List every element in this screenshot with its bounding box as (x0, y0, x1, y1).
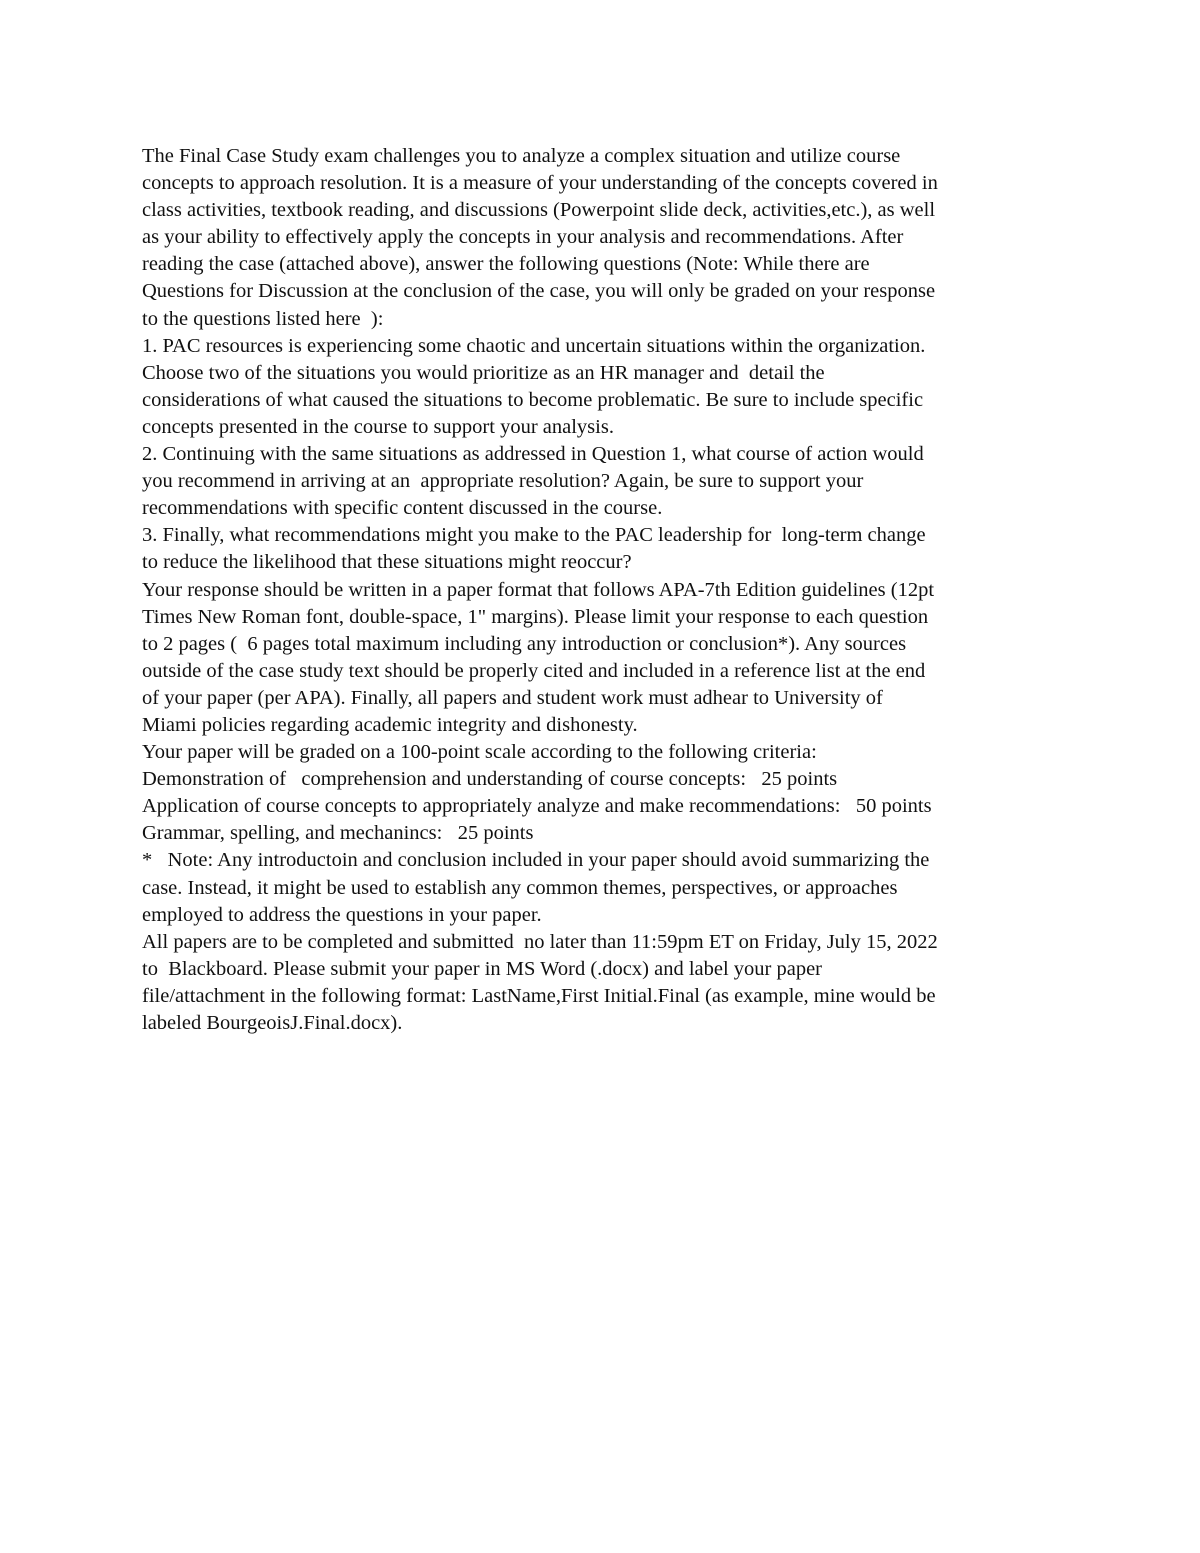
format-instructions-line: Your response should be written in a paper format that follows APA-7th Edition guidelines (12pt (142, 578, 935, 601)
submission-line: All papers are to be completed and submitted no later than 11:59pm ET on Friday, July 15, 2022 (142, 930, 938, 953)
text-line: file/attachment in the following format: LastName,First Initial.Final (as example, mine would be (142, 984, 936, 1007)
text-line: Times New Roman font, double-space, 1" margins). Please limit your response to each question (142, 605, 929, 628)
text-line: concepts presented in the course to support your analysis. (142, 415, 614, 438)
grading-criterion-line: Application of course concepts to appropriately analyze and make recommendations: 50 points (142, 795, 932, 818)
note-line: * Note: Any introductoin and conclusion included in your paper should avoid summarizing the (142, 849, 930, 872)
grading-criterion-line: Demonstration of comprehension and understanding of course concepts: 25 points (142, 768, 838, 791)
text-line: case. Instead, it might be used to establish any common themes, perspectives, or approaches (142, 876, 898, 899)
question-2-line: 2. Continuing with the same situations as addressed in Question 1, what course of action would (142, 443, 924, 466)
text-line: of your paper (per APA). Finally, all papers and student work must adhear to University of (142, 686, 883, 709)
text-line: employed to address the questions in your paper. (142, 903, 542, 926)
text-line: to the questions listed here ): (142, 307, 384, 330)
text-line: as your ability to effectively apply the concepts in your analysis and recommendations. After (142, 226, 904, 249)
text-line: to Blackboard. Please submit your paper in MS Word (.docx) and label your paper (142, 957, 823, 980)
text-line: outside of the case study text should be properly cited and included in a reference list at the end (142, 659, 926, 682)
text-line: reading the case (attached above), answer the following questions (Note: While there are (142, 253, 870, 276)
document-body (142, 143, 1072, 1037)
text-line: recommendations with specific content discussed in the course. (142, 497, 663, 520)
text-line: to reduce the likelihood that these situations might reoccur? (142, 551, 632, 574)
text-line: concepts to approach resolution. It is a measure of your understanding of the concepts covered in (142, 172, 938, 195)
grading-criterion-line: Grammar, spelling, and mechanincs: 25 points (142, 822, 534, 845)
text-line: Questions for Discussion at the conclusion of the case, you will only be graded on your response (142, 280, 936, 303)
text-line: The Final Case Study exam challenges you to analyze a complex situation and utilize course (142, 145, 901, 167)
question-3-line: 3. Finally, what recommendations might you make to the PAC leadership for long-term change (142, 524, 926, 547)
text-line: you recommend in arriving at an appropriate resolution? Again, be sure to support your (142, 470, 864, 493)
text-line: considerations of what caused the situations to become problematic. Be sure to include specific (142, 388, 924, 411)
text-line: Choose two of the situations you would prioritize as an HR manager and detail the (142, 361, 825, 384)
text-line: class activities, textbook reading, and discussions (Powerpoint slide deck, activities,etc.), as well (142, 199, 936, 222)
text-line: Miami policies regarding academic integrity and dishonesty. (142, 713, 638, 736)
question-1-line: 1. PAC resources is experiencing some chaotic and uncertain situations within the organization. (142, 334, 926, 357)
text-line: labeled BourgeoisJ.Final.docx). (142, 1012, 403, 1034)
text-line: to 2 pages ( 6 pages total maximum including any introduction or conclusion*). Any sources (142, 632, 907, 655)
grading-intro-line: Your paper will be graded on a 100-point scale according to the following criteria: (142, 741, 817, 764)
